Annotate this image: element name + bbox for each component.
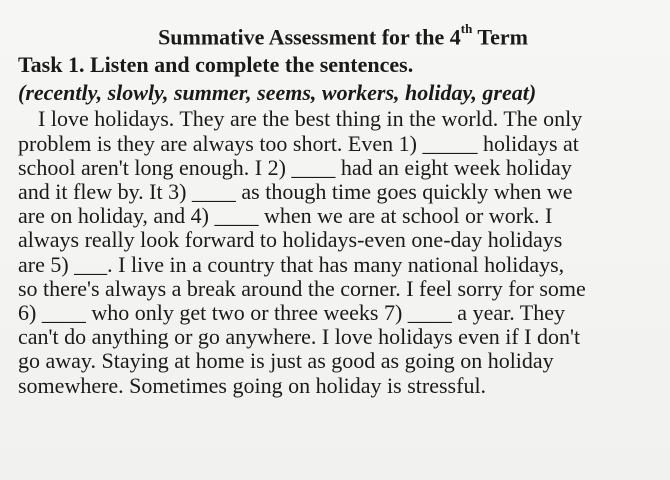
passage-line-1: I love holidays. They are the best thing in the world. The only — [38, 106, 583, 132]
passage-text — [18, 107, 660, 397]
passage-line-10: can't do anything or go anywhere. I love holidays even if I don't — [18, 324, 581, 350]
passage-line-6: always really look forward to holidays-even one-day holidays — [18, 227, 563, 253]
passage-line-9: 6) ____ who only get two or three weeks 7) ____ a year. They — [18, 299, 566, 325]
passage-line-7: are 5) ___. I live in a country that has many national holidays, — [18, 251, 565, 277]
task-instruction: Task 1. Listen and complete the sentences. — [18, 52, 414, 78]
title-superscript: th — [460, 21, 473, 36]
passage-line-8: so there's always a break around the corner. I feel sorry for some — [18, 275, 586, 301]
word-bank: (recently, slowly, summer, seems, workers, holiday, great) — [18, 80, 537, 106]
passage-line-5: are on holiday, and 4) ____ when we are at school or work. I — [18, 203, 553, 229]
passage-line-2: problem is they are always too short. Even 1) _____ holidays at — [18, 130, 579, 156]
passage-line-11: go away. Staying at home is just as good as going on holiday — [18, 348, 554, 374]
passage-line-12: somewhere. Sometimes going on holiday is stressful. — [18, 372, 487, 398]
passage-line-4: and it flew by. It 3) ____ as though time goes quickly when we — [18, 178, 573, 204]
page-title — [18, 18, 660, 51]
title-main: Summative Assessment for the 4 — [158, 24, 461, 50]
passage-line-3: school aren't long enough. I 2) ____ had an eight week holiday — [18, 154, 572, 180]
title-end: Term — [477, 24, 528, 50]
